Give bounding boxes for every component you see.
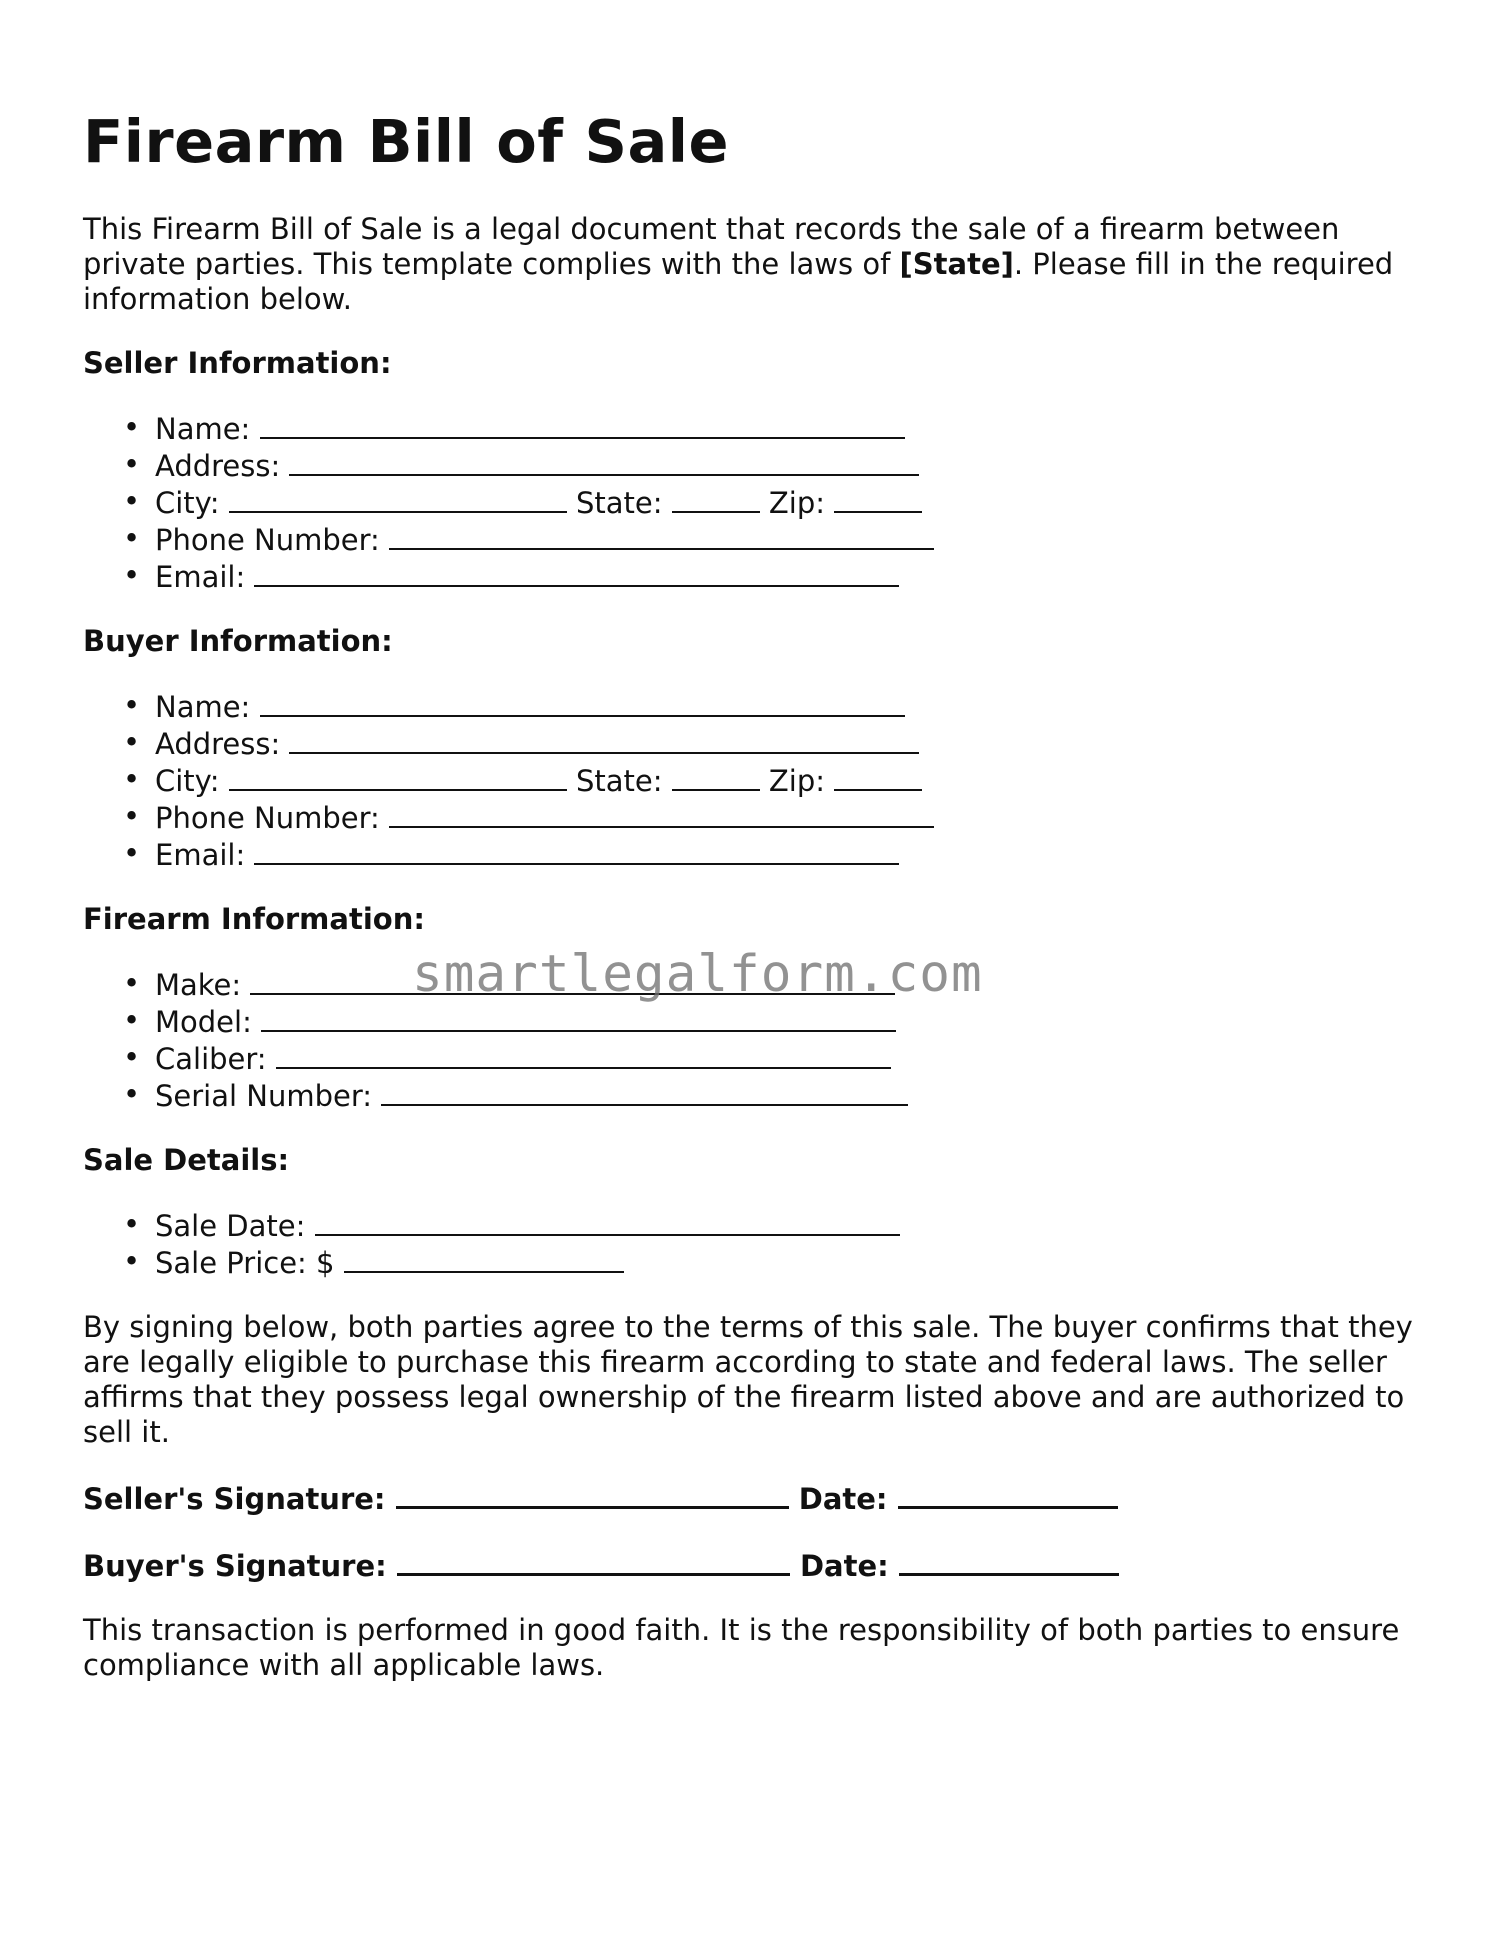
- firearm-serial-label: Serial Number:: [155, 1079, 373, 1113]
- buyer-state-label: State:: [575, 764, 663, 798]
- seller-signature-line: [83, 1479, 1423, 1517]
- seller-address-item: [123, 447, 1423, 484]
- sale-fields-list: [83, 1207, 1423, 1281]
- firearm-model-item: [123, 1003, 1423, 1040]
- bullet: •: [123, 725, 141, 759]
- firearm-caliber-label: Caliber:: [155, 1042, 267, 1076]
- seller-email-field[interactable]: [254, 558, 899, 587]
- buyer-zip-field[interactable]: [834, 762, 922, 791]
- seller-email-item: [123, 558, 1423, 595]
- seller-phone-field[interactable]: [389, 521, 934, 550]
- closing-paragraph: This transaction is performed in good faith. It is the responsibility of both parties to ensure compliance with all applicable laws.: [83, 1613, 1400, 1682]
- firearm-section-heading: Firearm Information:: [83, 902, 425, 936]
- sale-section-heading: Sale Details:: [83, 1143, 290, 1177]
- document-page: [83, 100, 1423, 1683]
- buyer-name-label: Name:: [155, 690, 251, 724]
- bullet: •: [123, 836, 141, 870]
- bullet: •: [123, 799, 141, 833]
- seller-city-item: [123, 484, 1423, 521]
- sale-price-item: [123, 1244, 1423, 1281]
- bullet: •: [123, 688, 141, 722]
- firearm-caliber-field[interactable]: [276, 1040, 891, 1069]
- seller-zip-label: Zip:: [768, 486, 826, 520]
- buyer-section-heading: Buyer Information:: [83, 624, 393, 658]
- intro-text-start: This Firearm Bill of Sale is a legal document that records the sale of a firearm between private parties. This template complies with the laws of: [83, 212, 1340, 281]
- buyer-name-field[interactable]: [260, 688, 905, 717]
- firearm-make-field[interactable]: [250, 966, 895, 995]
- bullet: •: [123, 558, 141, 592]
- buyer-date-field[interactable]: [899, 1546, 1119, 1576]
- sale-price-label: Sale Price: $: [155, 1246, 335, 1280]
- buyer-date-label: Date:: [799, 1549, 889, 1583]
- agreement-paragraph: By signing below, both parties agree to the terms of this sale. The buyer confirms that they are legally eligible to purchase this firearm according to state and federal laws. The seller affirms that they possess legal ownership of the firearm listed above and are authorized to sell it.: [83, 1310, 1413, 1449]
- seller-address-field[interactable]: [289, 447, 919, 476]
- buyer-address-label: Address:: [155, 727, 281, 761]
- firearm-serial-item: [123, 1077, 1423, 1114]
- buyer-email-field[interactable]: [254, 836, 899, 865]
- seller-section-heading: Seller Information:: [83, 346, 392, 380]
- seller-zip-field[interactable]: [834, 484, 922, 513]
- sale-date-field[interactable]: [315, 1207, 900, 1236]
- state-placeholder: [State]: [899, 247, 1014, 281]
- seller-email-label: Email:: [155, 560, 246, 594]
- buyer-signature-label: Buyer's Signature:: [83, 1549, 387, 1583]
- bullet: •: [123, 1003, 141, 1037]
- seller-state-label: State:: [575, 486, 663, 520]
- firearm-model-field[interactable]: [261, 1003, 896, 1032]
- bullet: •: [123, 762, 141, 796]
- buyer-name-item: [123, 688, 1423, 725]
- buyer-email-label: Email:: [155, 838, 246, 872]
- bullet: •: [123, 447, 141, 481]
- seller-phone-item: [123, 521, 1423, 558]
- seller-address-label: Address:: [155, 449, 281, 483]
- seller-state-field[interactable]: [672, 484, 760, 513]
- seller-city-label: City:: [155, 486, 220, 520]
- bullet: •: [123, 410, 141, 444]
- bullet: •: [123, 1040, 141, 1074]
- seller-name-field[interactable]: [260, 410, 905, 439]
- buyer-signature-line: [83, 1546, 1423, 1584]
- buyer-state-field[interactable]: [672, 762, 760, 791]
- bullet: •: [123, 1077, 141, 1111]
- buyer-city-label: City:: [155, 764, 220, 798]
- buyer-city-item: [123, 762, 1423, 799]
- firearm-caliber-item: [123, 1040, 1423, 1077]
- firearm-make-item: [123, 966, 1423, 1003]
- firearm-fields-list: [83, 966, 1423, 1114]
- buyer-phone-field[interactable]: [389, 799, 934, 828]
- bullet: •: [123, 521, 141, 555]
- seller-name-item: [123, 410, 1423, 447]
- document-title: Firearm Bill of Sale: [83, 107, 730, 176]
- bullet: •: [123, 1207, 141, 1241]
- seller-date-label: Date:: [798, 1482, 888, 1516]
- buyer-signature-field[interactable]: [397, 1546, 790, 1576]
- seller-date-field[interactable]: [898, 1479, 1118, 1509]
- seller-signature-label: Seller's Signature:: [83, 1482, 386, 1516]
- firearm-serial-field[interactable]: [381, 1077, 908, 1106]
- intro-paragraph: [83, 212, 1423, 317]
- seller-city-field[interactable]: [229, 484, 567, 513]
- firearm-make-label: Make:: [155, 968, 242, 1002]
- sale-date-label: Sale Date:: [155, 1209, 306, 1243]
- seller-name-label: Name:: [155, 412, 251, 446]
- buyer-zip-label: Zip:: [768, 764, 826, 798]
- buyer-address-item: [123, 725, 1423, 762]
- seller-phone-label: Phone Number:: [155, 523, 380, 557]
- seller-signature-field[interactable]: [396, 1479, 789, 1509]
- buyer-fields-list: [83, 688, 1423, 873]
- buyer-email-item: [123, 836, 1423, 873]
- intro-text-end: . Please fill in the required information below.: [83, 247, 1394, 316]
- sale-price-field[interactable]: [344, 1244, 624, 1273]
- watermark: smartlegalform.com: [412, 945, 983, 1004]
- buyer-address-field[interactable]: [289, 725, 919, 754]
- buyer-phone-item: [123, 799, 1423, 836]
- buyer-phone-label: Phone Number:: [155, 801, 380, 835]
- bullet: •: [123, 484, 141, 518]
- bullet: •: [123, 1244, 141, 1278]
- bullet: •: [123, 966, 141, 1000]
- firearm-model-label: Model:: [155, 1005, 252, 1039]
- sale-date-item: [123, 1207, 1423, 1244]
- buyer-city-field[interactable]: [229, 762, 567, 791]
- seller-fields-list: [83, 410, 1423, 595]
